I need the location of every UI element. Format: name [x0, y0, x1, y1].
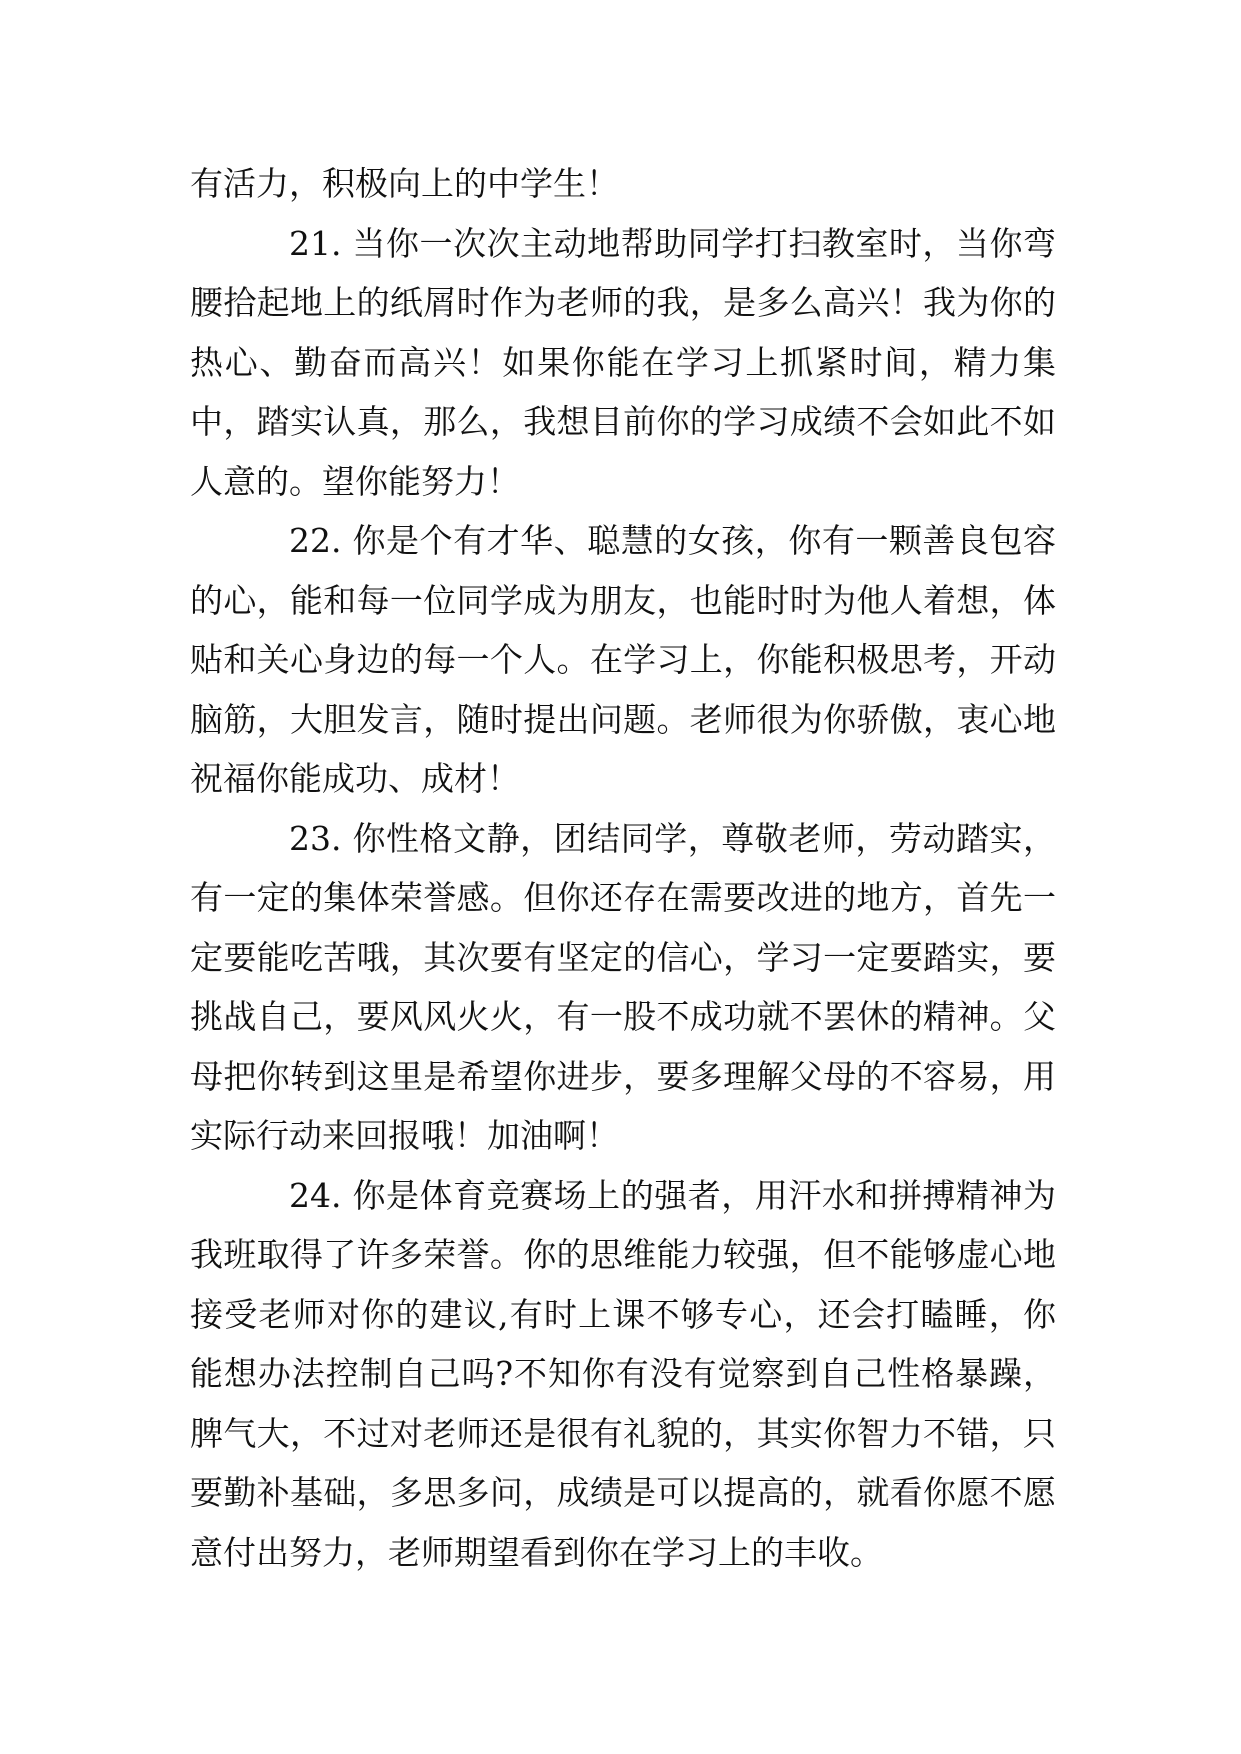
paragraph-comment-24: 24. 你是体育竞赛场上的强者，用汗水和拼搏精神为我班取得了许多荣誉。你的思维能力较强，但不能够虚心地接受老师对你的建议,有时上课不够专心，还会打瞌睡，你能想办法控制自己吗?不知你有没有觉察到自己性格暴躁，脾气大，不过对老师还是很有礼貌的，其实你智力不错，只要勤补基础，多思多问，成绩是可以提高的，就看你愿不愿意付出努力，老师期望看到你在学习上的丰收。: [190, 1175, 1056, 1572]
document-body: [190, 154, 1056, 1582]
paragraph-comment-23: 23. 你性格文静，团结同学，尊敬老师，劳动踏实，有一定的集体荣誉感。但你还存在需要改进的地方，首先一定要能吃苦哦，其次要有坚定的信心，学习一定要踏实，要挑战自己，要风风火火，有一股不成功就不罢休的精神。父母把你转到这里是希望你进步，要多理解父母的不容易，用实际行动来回报哦！加油啊！: [190, 818, 1056, 1155]
paragraph-comment-22: 22. 你是个有才华、聪慧的女孩，你有一颗善良包容的心，能和每一位同学成为朋友，也能时时为他人着想，体贴和关心身边的每一个人。在学习上，你能积极思考，开动脑筋，大胆发言，随时提出问题。老师很为你骄傲，衷心地祝福你能成功、成材！: [190, 521, 1056, 798]
paragraph-comment-21: 21. 当你一次次主动地帮助同学打扫教室时，当你弯腰拾起地上的纸屑时作为老师的我，是多么高兴！我为你的热心、勤奋而高兴！如果你能在学习上抓紧时间，精力集中，踏实认真，那么，我想目前你的学习成绩不会如此不如人意的。望你能努力！: [190, 223, 1056, 501]
paragraph-continuation: 有活力，积极向上的中学生！: [190, 164, 619, 203]
